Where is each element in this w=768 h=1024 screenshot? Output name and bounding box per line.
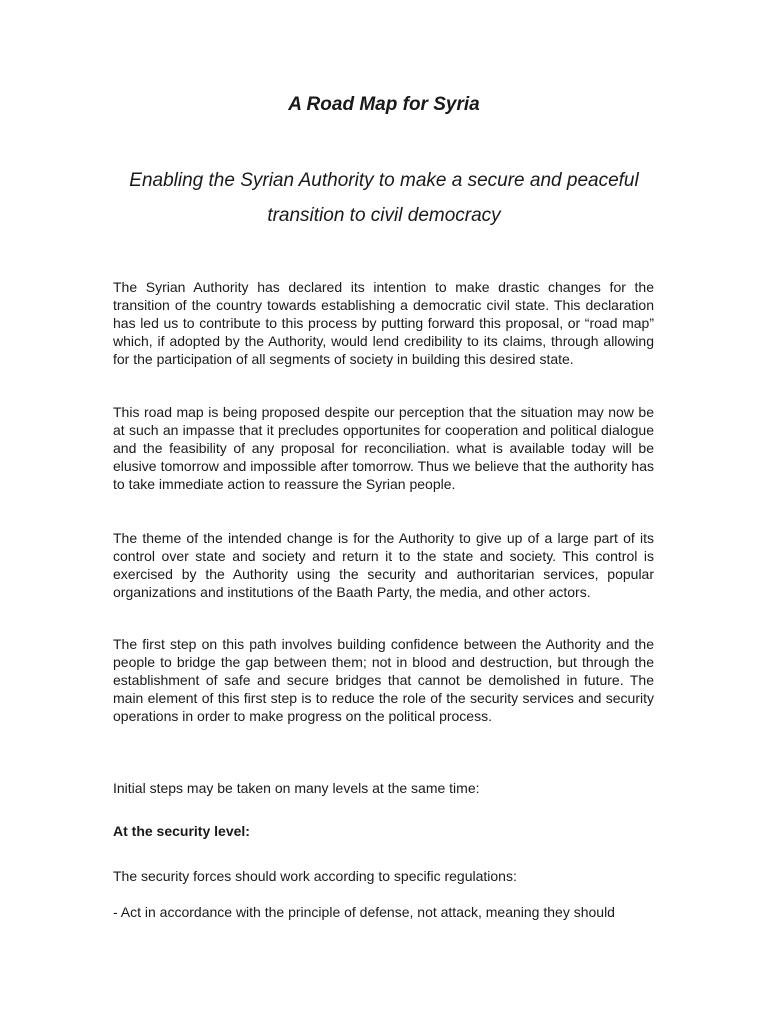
security-level-heading: At the security level: — [113, 823, 250, 839]
security-list-item: - Act in accordance with the principle of defense, not attack, meaning they should — [113, 904, 615, 920]
paragraph-road-map-proposal: This road map is being proposed despite our perception that the situation may now be at such an impasse that it precludes opportunites for cooperation and political dialogue and the feasibility of any proposal for reconciliation. what is available today will be elusive tomorrow and impossible after tomorrow. Thus we believe that the authority has to take immediate action to reassure the Syrian people. — [113, 404, 654, 492]
document-subtitle: Enabling the Syrian Authority to make a secure and peaceful transition to civil democracy — [129, 170, 639, 226]
document-title: A Road Map for Syria — [288, 94, 480, 115]
paragraph-intro: The Syrian Authority has declared its intention to make drastic changes for the transition of the country towards establishing a democratic civil state. This declaration has led us to contribute to this process by putting forward this proposal, or “road map” which, if adopted by the Authority, would lend credibility to its claims, through allowing for the participation of all segments of society in building this desired state. — [113, 279, 654, 367]
paragraph-first-step: The first step on this path involves building confidence between the Authority and the people to bridge the gap between them; not in blood and destruction, but through the establishment of safe and secure bridges that cannot be demolished in future. The main element of this first step is to reduce the role of the security services and security operations in order to make progress on the political process. — [113, 636, 654, 724]
paragraph-theme-of-change: The theme of the intended change is for the Authority to give up of a large part of its control over state and society and return it to the state and society. This control is exercised by the Authority using the security and authoritarian services, popular organizations and institutions of the Baath Party, the media, and other actors. — [113, 530, 654, 600]
paragraph-security-intro: The security forces should work according to specific regulations: — [113, 868, 517, 884]
paragraph-initial-steps: Initial steps may be taken on many levels at the same time: — [113, 780, 480, 796]
